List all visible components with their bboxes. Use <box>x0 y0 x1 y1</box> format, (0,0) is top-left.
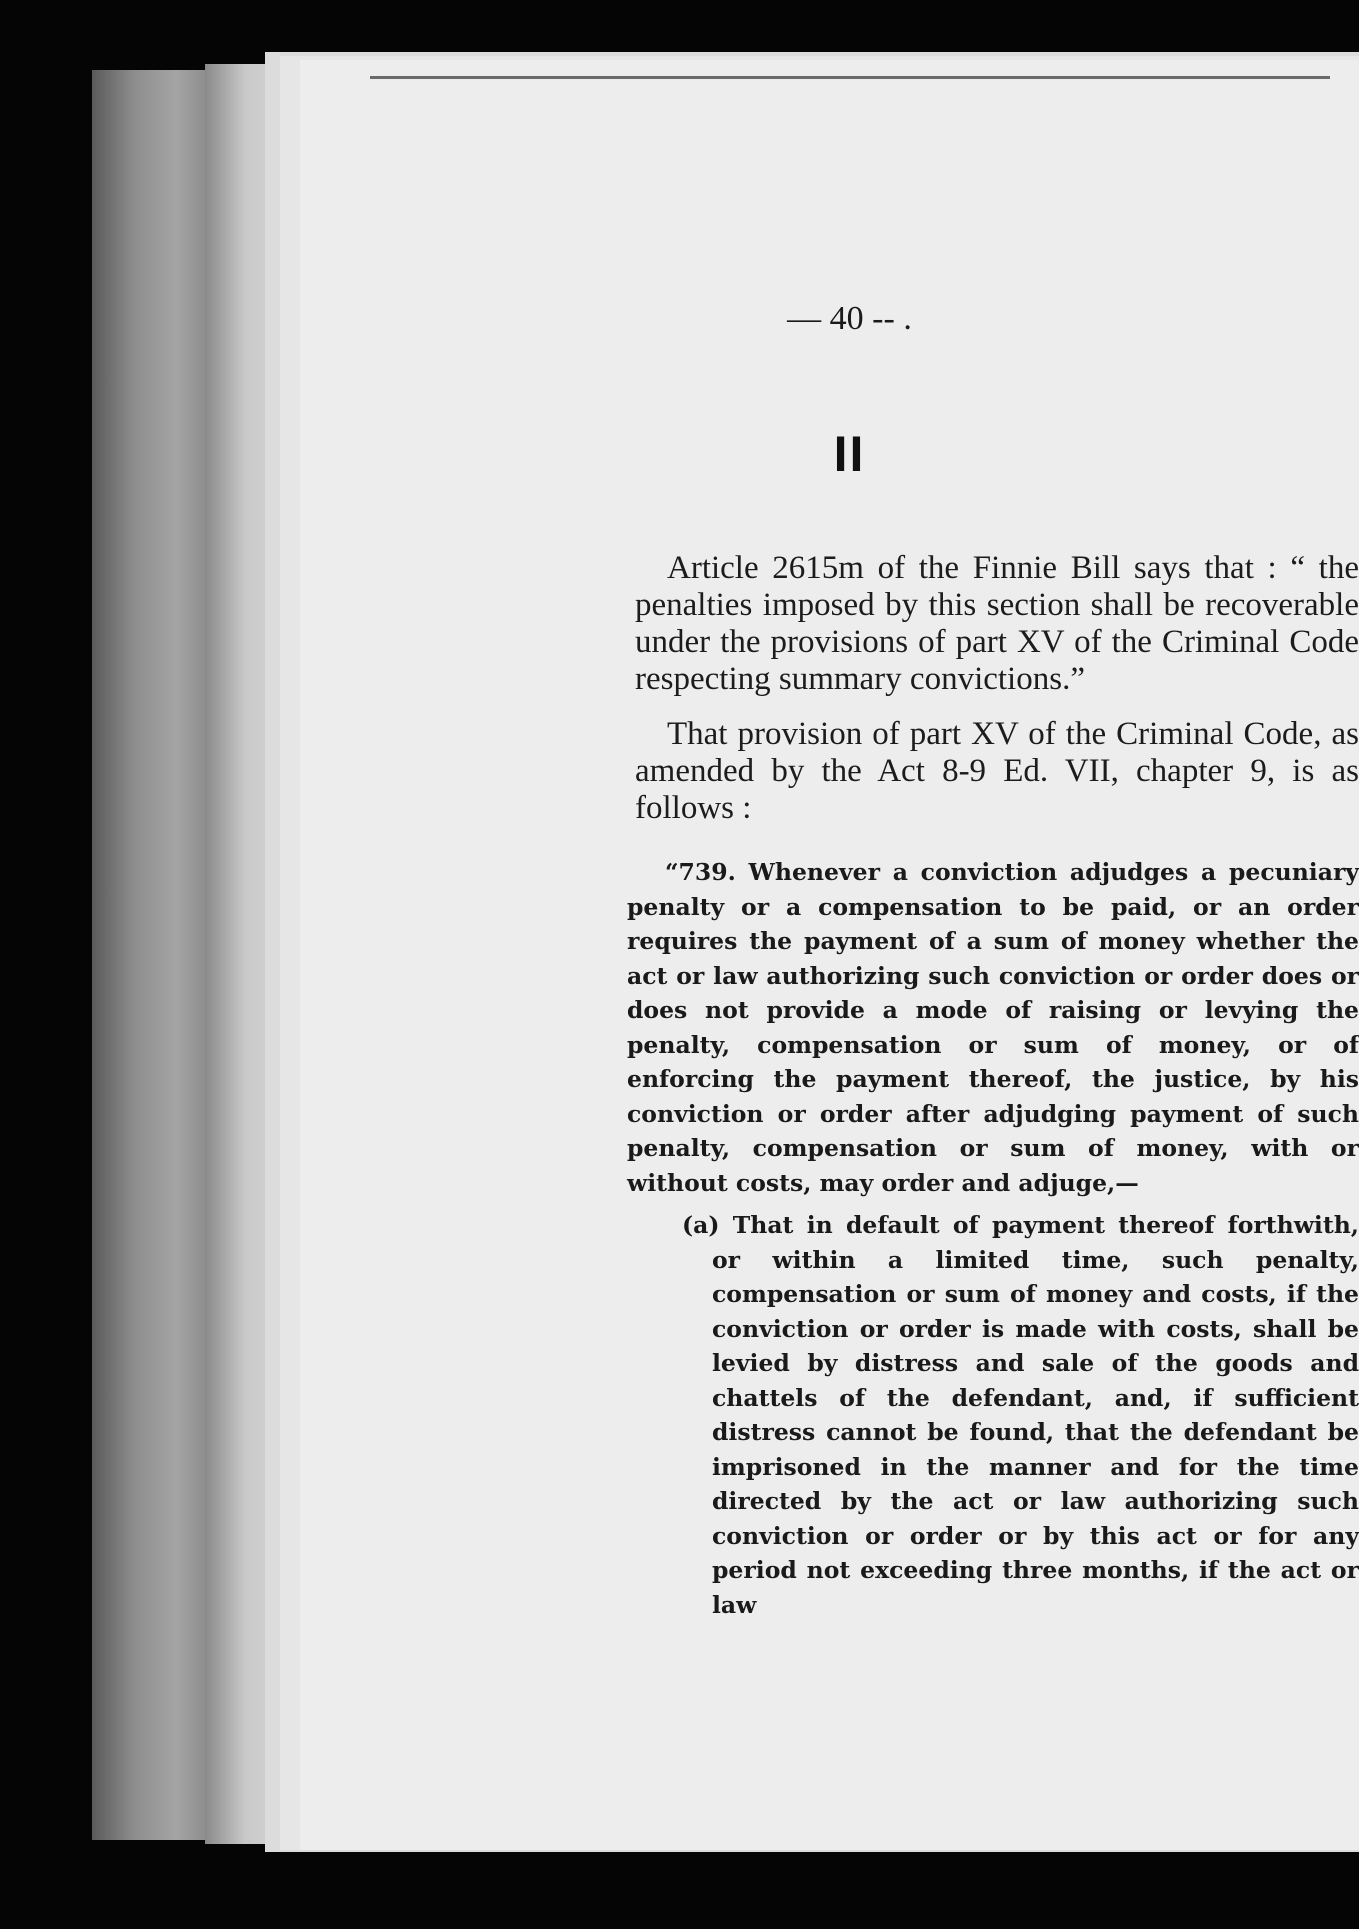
quoted-statute <box>627 855 1359 1622</box>
section-heading: II <box>833 426 866 482</box>
body-text <box>635 550 1359 845</box>
statute-section-739: “739. Whenever a conviction adjudges a pecuniary penalty or a compensation to be paid, or an order requires the payment of a sum of money whether the act or law authorizing such conviction or order does or does not provide a mode of raising or levying the penalty, compensation or sum of money, or of enforcing the payment thereof, the justice, by his conviction or order after adjudging payment of such penalty, compensation or sum of money, with or without costs, may order and adjuge,— <box>627 858 1359 1197</box>
paragraph: Article 2615m of the Finnie Bill says that : “ the penalties imposed by this section shall be recoverable under the provisions of part XV of the Criminal Code respecting summary convictions.” <box>635 550 1359 697</box>
page-number: — 40 -- . <box>787 300 912 337</box>
document-page <box>300 60 1359 1850</box>
paragraph: That provision of part XV of the Criminal Code, as amended by the Act 8-9 Ed. VII, chapter 9, is as follows : <box>635 716 1359 826</box>
header-rule <box>370 76 1330 79</box>
statute-item-a: (a) That in default of payment thereof forthwith, or within a limited time, such penalty, compensation or sum of money and costs, if the conviction or order is made with costs, shall be levied by distress and sale of the goods and chattels of the defendant, and, if sufficient distress cannot be found, that the defendant be imprisoned in the manner and for the time directed by the act or law authorizing such conviction or order or by this act or for any period not exceeding three months, if the act or law <box>682 1211 1359 1619</box>
